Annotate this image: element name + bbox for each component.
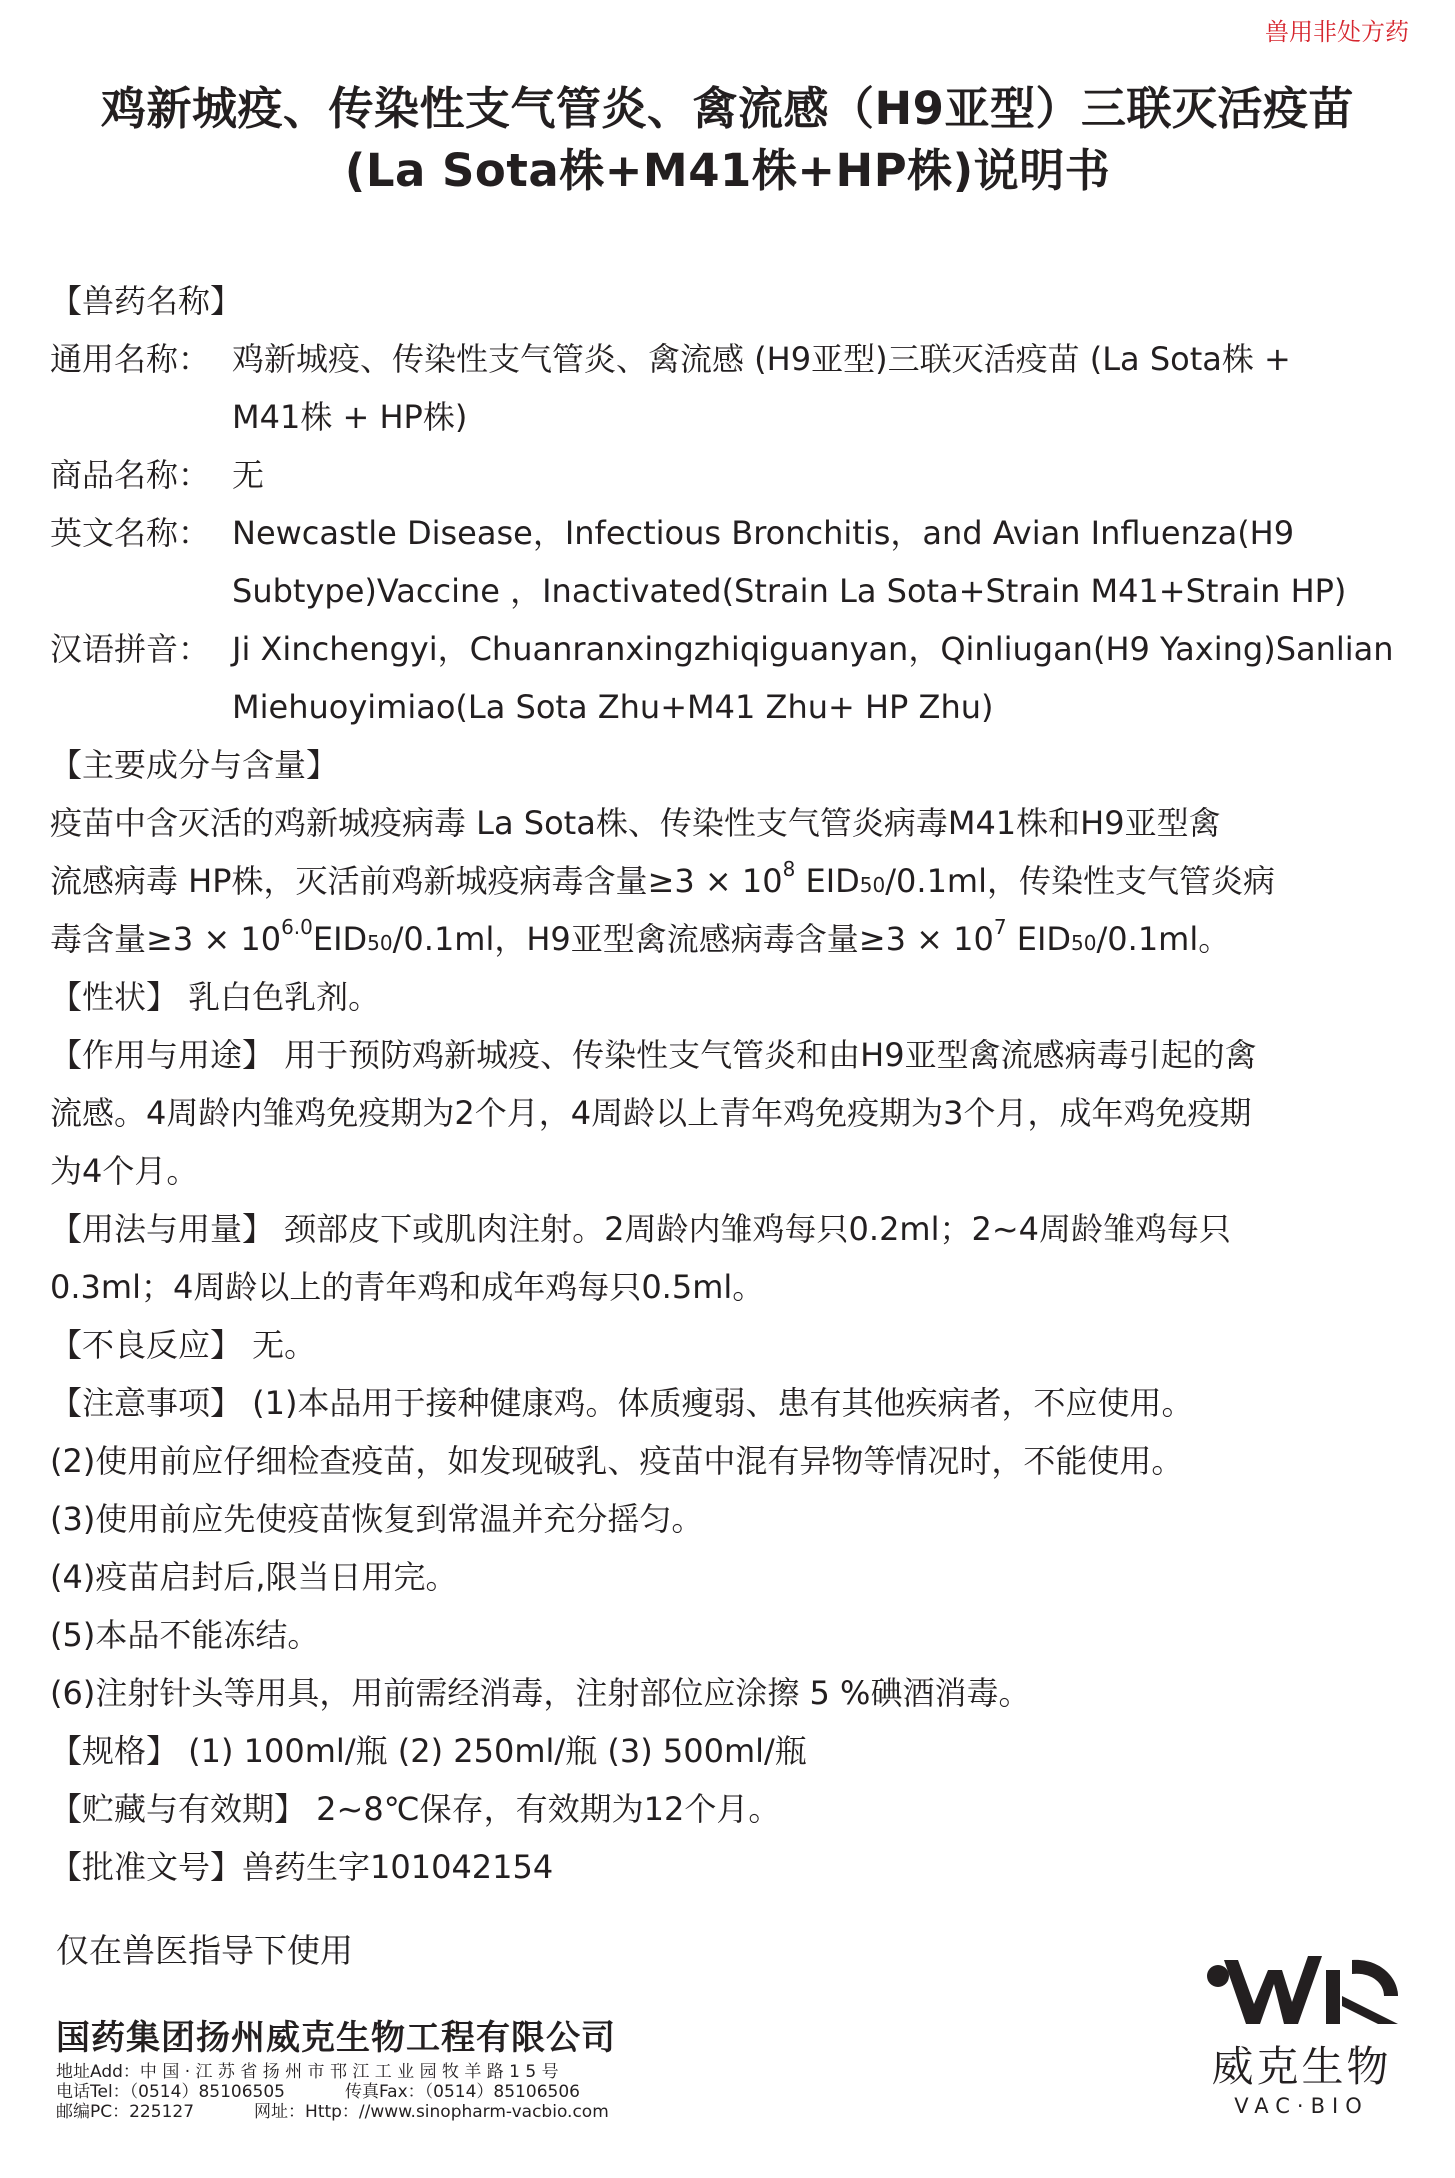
exponent: 7 xyxy=(993,915,1007,939)
composition-text: /0.1ml，传染性支气管炎病 xyxy=(885,862,1275,900)
approval-section: 【批准文号】兽药生字101042154 xyxy=(50,1848,554,1886)
precautions-line-6: (6)注射针头等用具，用前需经消毒，注射部位应涂擦 5 %碘酒消毒。 xyxy=(50,1674,1031,1712)
company-postal-web xyxy=(56,2102,609,2122)
trade-name-label: 商品名称： xyxy=(50,456,211,494)
subscript: 50 xyxy=(1071,931,1097,955)
usage-line-2: 流感。4周龄内雏鸡免疫期为2个月，4周龄以上青年鸡免疫期为3个月，成年鸡免疫期 xyxy=(50,1094,1252,1132)
character-section: 【性状】 乳白色乳剂。 xyxy=(50,978,381,1016)
precautions-line-5: (5)本品不能冻结。 xyxy=(50,1616,320,1654)
logo-english-name: VAC·BIO xyxy=(1234,2094,1369,2118)
trade-name-value: 无 xyxy=(232,456,265,494)
company-address: 地址Add：中 国 · 江 苏 省 扬 州 市 邗 江 工 业 园 牧 羊 路 1 5 号 xyxy=(56,2062,559,2082)
english-name-row xyxy=(50,504,1405,562)
company-fax: 传真Fax：（0514）85106506 xyxy=(344,2082,580,2102)
composition-text: EID xyxy=(312,920,368,958)
precautions-line-4: (4)疫苗启封后,限当日用完。 xyxy=(50,1558,458,1596)
company-website: 网址：Http：//www.sinopharm-vacbio.com xyxy=(254,2102,609,2122)
company-logo xyxy=(1194,1950,1409,2118)
company-postal: 邮编PC：225127 xyxy=(56,2102,195,2122)
usage-line-1: 【作用与用途】 用于预防鸡新城疫、传染性支气管炎和由H9亚型禽流感病毒引起的禽 xyxy=(50,1036,1257,1074)
company-tel: 电话Tel：（0514）85106505 xyxy=(56,2082,285,2102)
document-title xyxy=(30,78,1425,202)
composition-text: 流感病毒 HP株，灭活前鸡新城疫病毒含量≥3 × 10 xyxy=(50,862,783,900)
vet-only-notice: 仅在兽医指导下使用 xyxy=(56,1931,353,1970)
composition-text: /0.1ml。 xyxy=(1096,920,1231,958)
dosage-line-2: 0.3ml；4周龄以上的青年鸡和成年鸡每只0.5ml。 xyxy=(50,1268,765,1306)
storage-section: 【贮藏与有效期】 2~8℃保存，有效期为12个月。 xyxy=(50,1790,781,1828)
otc-veterinary-label: 兽用非处方药 xyxy=(1265,18,1409,46)
generic-name-row xyxy=(50,330,1405,388)
pinyin-label: 汉语拼音： xyxy=(50,630,211,668)
subscript: 50 xyxy=(859,873,886,897)
subscript: 50 xyxy=(367,931,393,955)
english-name-label: 英文名称： xyxy=(50,514,211,552)
logo-chinese-name: 威克生物 xyxy=(1211,2042,1392,2091)
document-body xyxy=(50,272,1405,1896)
section-header-names: 【兽药名称】 xyxy=(50,282,243,320)
composition-text: /0.1ml，H9亚型禽流感病毒含量≥3 × 10 xyxy=(392,920,994,958)
pinyin-value: Ji Xinchengyi，Chuanranxingzhiqiguanyan，Qinliugan(H9 Yaxing)Sanlian xyxy=(232,630,1394,668)
english-name-value: Newcastle Disease，Infectious Bronchitis，and Avian Influenza(H9 xyxy=(232,514,1295,552)
specs-section: 【规格】 (1) 100ml/瓶 (2) 250ml/瓶 (3) 500ml/瓶 xyxy=(50,1732,807,1770)
pinyin-value-cont: Miehuoyimiao(La Sota Zhu+M41 Zhu+ HP Zhu) xyxy=(232,688,994,726)
exponent: 6.0 xyxy=(281,915,313,939)
generic-name-value: 鸡新城疫、传染性支气管炎、禽流感 (H9亚型)三联灭活疫苗 (La Sota株 + xyxy=(232,340,1291,378)
section-header-composition: 【主要成分与含量】 xyxy=(50,746,339,784)
company-phone-fax xyxy=(56,2082,609,2102)
pinyin-row xyxy=(50,620,1405,678)
company-contacts xyxy=(56,2062,609,2122)
precautions-line-1: 【注意事项】 (1)本品用于接种健康鸡。体质瘦弱、患有其他疾病者，不应使用。 xyxy=(50,1384,1194,1422)
composition-text: 毒含量≥3 × 10 xyxy=(50,920,282,958)
composition-text: EID xyxy=(795,862,860,900)
precautions-line-2: (2)使用前应仔细检查疫苗，如发现破乳、疫苗中混有异物等情况时，不能使用。 xyxy=(50,1442,1184,1480)
generic-name-value-cont: M41株 + HP株) xyxy=(232,398,468,436)
composition-line-1: 疫苗中含灭活的鸡新城疫病毒 La Sota株、传染性支气管炎病毒M41株和H9亚型禽 xyxy=(50,804,1221,842)
composition-text: EID xyxy=(1006,920,1072,958)
composition-line-3 xyxy=(50,910,1405,968)
title-line-2: (La Sota株+M41株+HP株)说明书 xyxy=(344,144,1111,197)
company-name: 国药集团扬州威克生物工程有限公司 xyxy=(56,2018,616,2058)
english-name-value-cont: Subtype)Vaccine ，Inactivated(Strain La Sota+Strain M41+Strain HP) xyxy=(232,572,1347,610)
composition-line-2 xyxy=(50,852,1405,910)
usage-line-3: 为4个月。 xyxy=(50,1152,199,1190)
precautions-line-3: (3)使用前应先使疫苗恢复到常温并充分摇匀。 xyxy=(50,1500,704,1538)
generic-name-label: 通用名称： xyxy=(50,340,211,378)
exponent: 8 xyxy=(782,857,796,881)
vac-logo-mark-icon xyxy=(1202,1950,1402,2030)
trade-name-row xyxy=(50,446,1405,504)
adverse-section: 【不良反应】 无。 xyxy=(50,1326,317,1364)
dosage-line-1: 【用法与用量】 颈部皮下或肌肉注射。2周龄内雏鸡每只0.2ml；2~4周龄雏鸡每只 xyxy=(50,1210,1232,1248)
title-line-1: 鸡新城疫、传染性支气管炎、禽流感（H9亚型）三联灭活疫苗 xyxy=(101,82,1354,135)
